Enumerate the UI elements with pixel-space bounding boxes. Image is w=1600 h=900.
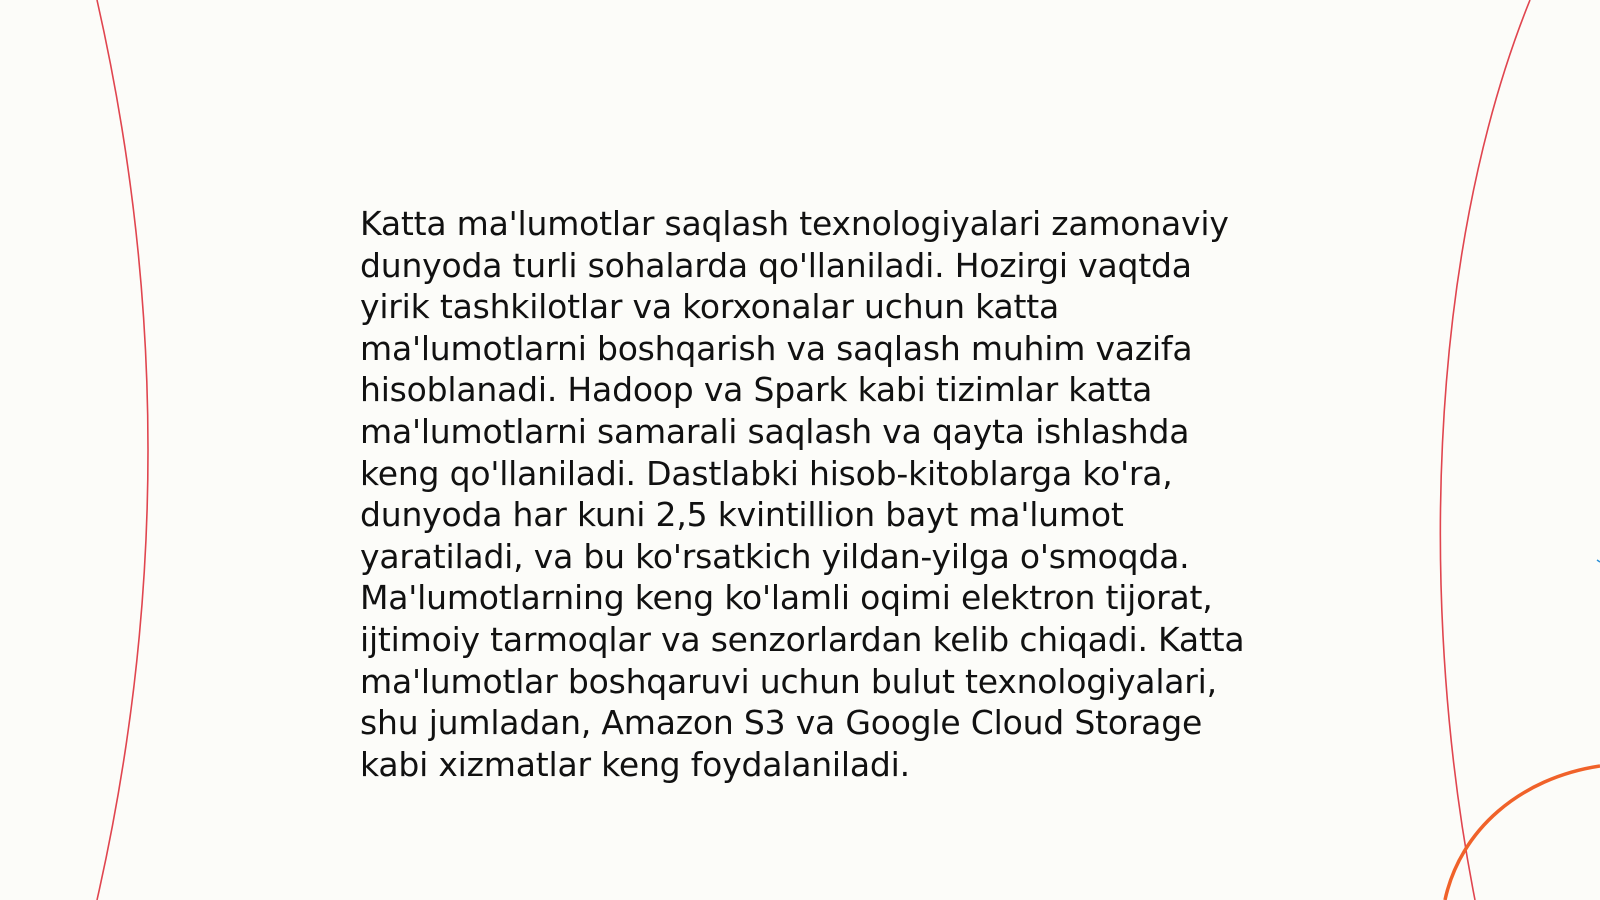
- body-paragraph: [360, 203, 1260, 785]
- text-line-7: keng qo'llaniladi. Dastlabki hisob-kitoblarga ko'ra,: [360, 453, 1173, 493]
- text-line-14: kabi xizmatlar keng foydalaniladi.: [360, 744, 910, 784]
- text-line-8: dunyoda har kuni 2,5 kvintillion bayt ma'lumot: [360, 495, 1124, 535]
- orange-arc: [1445, 766, 1600, 900]
- text-line-2: dunyoda turli sohalarda qo'llaniladi. Hozirgi vaqtda: [360, 245, 1192, 285]
- text-line-4: ma'lumotlarni boshqarish va saqlash muhim vazifa: [360, 328, 1193, 368]
- text-line-9: yaratiladi, va bu ko'rsatkich yildan-yilga o'smoqda.: [360, 536, 1190, 576]
- text-line-3: yirik tashkilotlar va korxonalar uchun katta: [360, 287, 1060, 327]
- text-line-12: ma'lumotlar boshqaruvi uchun bulut texnologiyalari,: [360, 661, 1217, 701]
- text-line-5: hisoblanadi. Hadoop va Spark kabi tizimlar katta: [360, 370, 1153, 410]
- text-line-1: Katta ma'lumotlar saqlash texnologiyalari zamonaviy: [360, 204, 1229, 243]
- left-curve: [97, 0, 148, 900]
- right-curve: [1440, 0, 1530, 900]
- text-line-11: ijtimoiy tarmoqlar va senzorlardan kelib chiqadi. Katta: [360, 619, 1245, 659]
- text-line-13: shu jumladan, Amazon S3 va Google Cloud Storage: [360, 703, 1203, 743]
- text-line-6: ma'lumotlarni samarali saqlash va qayta ishlashda: [360, 411, 1190, 451]
- text-line-10: Ma'lumotlarning keng ko'lamli oqimi elektron tijorat,: [360, 578, 1213, 618]
